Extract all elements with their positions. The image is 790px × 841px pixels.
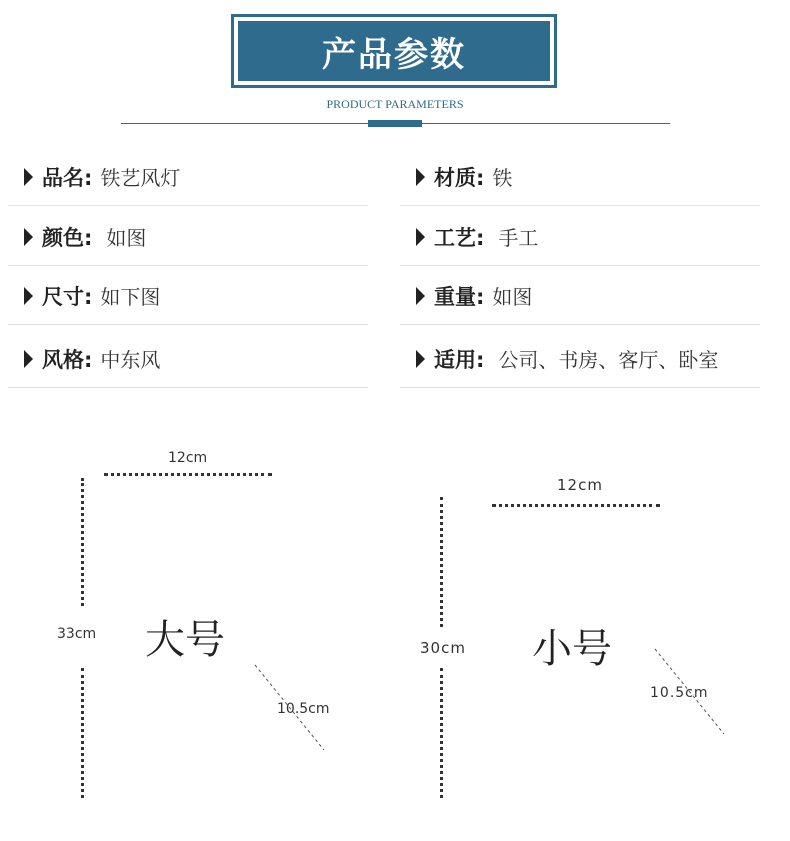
param-value: 如图 — [106, 226, 147, 250]
triangle-right-icon — [416, 350, 425, 368]
param-label: 颜色: — [42, 225, 93, 250]
page-title: 产品参数 — [238, 21, 550, 81]
height-dim-line-top — [440, 497, 443, 627]
param-row-size — [8, 267, 368, 325]
height-label: 30cm — [420, 639, 466, 657]
param-label: 品名: — [42, 165, 93, 190]
width-label: 12cm — [557, 476, 603, 494]
triangle-right-icon — [24, 228, 33, 246]
param-value: 铁艺风灯 — [100, 166, 181, 190]
param-value: 公司、书房、客厅、卧室 — [498, 348, 719, 372]
title-banner — [231, 14, 557, 88]
page-subtitle: PRODUCT PARAMETERS — [326, 97, 464, 111]
triangle-right-icon — [24, 350, 33, 368]
param-row-material — [400, 148, 760, 206]
size-name: 大号 — [145, 617, 225, 663]
param-row-weight — [400, 267, 760, 325]
param-value: 中东风 — [100, 348, 161, 372]
param-label: 工艺: — [434, 225, 485, 250]
width-dim-line — [104, 473, 272, 476]
height-dim-line-bottom — [440, 668, 443, 798]
param-value: 如下图 — [100, 285, 161, 309]
triangle-right-icon — [416, 228, 425, 246]
param-row-usage — [400, 330, 760, 388]
diagonal-label: 10.5cm — [650, 685, 709, 701]
param-label: 材质: — [434, 165, 485, 190]
height-dim-line-bottom — [81, 668, 84, 798]
divider-accent — [368, 120, 422, 127]
param-label: 重量: — [434, 284, 485, 309]
param-value: 手工 — [498, 226, 539, 250]
param-value: 铁 — [492, 166, 513, 190]
param-label: 风格: — [42, 347, 93, 372]
triangle-right-icon — [24, 287, 33, 305]
param-row-name — [8, 148, 368, 206]
param-row-craft — [400, 208, 760, 266]
diagonal-label: 10.5cm — [277, 701, 330, 717]
param-row-color — [8, 208, 368, 266]
height-label: 33cm — [57, 626, 97, 642]
triangle-right-icon — [24, 168, 33, 186]
width-label: 12cm — [168, 450, 208, 466]
param-label: 尺寸: — [42, 284, 93, 309]
size-name: 小号 — [532, 626, 612, 672]
height-dim-line-top — [81, 478, 84, 606]
param-value: 如图 — [492, 285, 533, 309]
triangle-right-icon — [416, 287, 425, 305]
width-dim-line — [492, 504, 660, 507]
param-row-style — [8, 330, 368, 388]
param-label: 适用: — [434, 347, 485, 372]
triangle-right-icon — [416, 168, 425, 186]
